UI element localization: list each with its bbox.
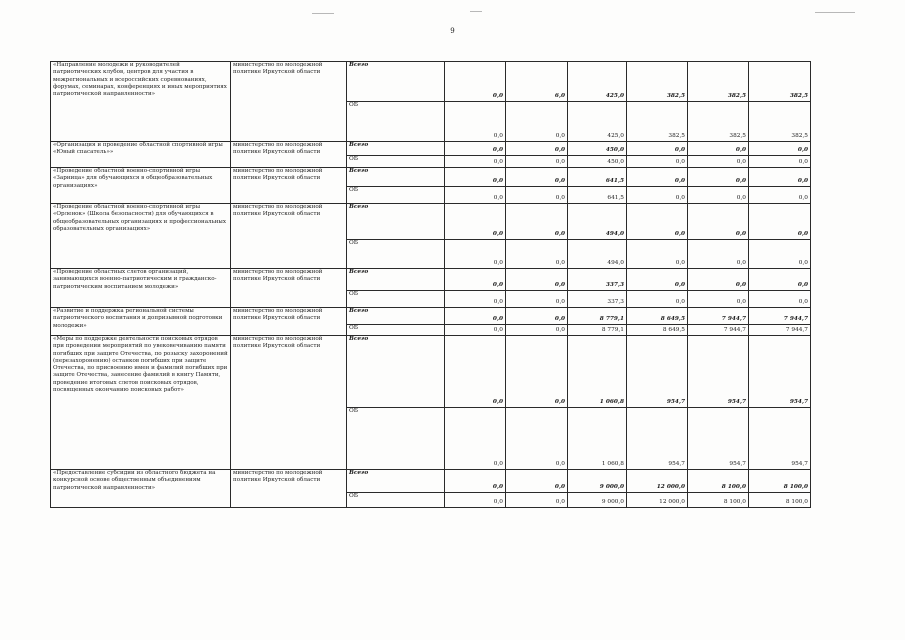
regional-value: 0,0	[688, 156, 749, 168]
funding-source-regional: ОБ	[347, 156, 445, 168]
table-row	[51, 308, 811, 325]
funding-source-regional: ОБ	[347, 102, 445, 142]
total-value: 954,7	[749, 336, 811, 408]
total-value: 0,0	[506, 204, 568, 240]
event-name: «Меры по поддержке деятельности поисковых отрядов при проведении мероприятий по увековечиванию памяти погибших при защите Отечества, по розыску захоронений (перезахоронению) останков погибших при защите Отечества, по присвоению имен и фамилий погибших при защите Отечества, занесение фамилий в книгу Памяти, проведение итоговых слетов поисковых отрядов, посвященных окончанию поисковых работ»	[51, 336, 231, 470]
regional-value: 954,7	[749, 408, 811, 470]
total-value: 0,0	[506, 269, 568, 291]
event-name: «Направление молодежи и руководителей патриотических клубов, центров для участия в межрегиональных и всероссийских соревнованиях, форумах, семинарах, конференциях и иных мероприятиях патриотической направленности»	[51, 62, 231, 142]
total-value: 0,0	[688, 204, 749, 240]
total-value: 0,0	[506, 168, 568, 187]
event-name: «Развитие и поддержка региональной системы патриотического воспитания и допризывной подготовки молодежи»	[51, 308, 231, 336]
regional-value: 0,0	[506, 240, 568, 269]
funding-source-total: Всего	[347, 308, 445, 325]
funding-source-regional: ОБ	[347, 187, 445, 204]
total-value: 382,5	[627, 62, 688, 102]
total-value: 0,0	[688, 269, 749, 291]
regional-value: 0,0	[445, 291, 506, 308]
budget-table	[50, 61, 811, 508]
table-row	[51, 470, 811, 493]
total-value: 0,0	[627, 269, 688, 291]
total-value: 0,0	[445, 470, 506, 493]
total-value: 0,0	[688, 168, 749, 187]
event-name: «Проведение областных слетов организаций, занимающихся военно-патриотическим и гражданско-патриотическим воспитанием молодежи»	[51, 269, 231, 308]
regional-value: 8 100,0	[749, 493, 811, 508]
total-value: 0,0	[506, 336, 568, 408]
total-value: 8 100,0	[749, 470, 811, 493]
total-value: 7 944,7	[688, 308, 749, 325]
total-value: 6,0	[506, 62, 568, 102]
funding-source-total: Всего	[347, 168, 445, 187]
regional-value: 425,0	[568, 102, 627, 142]
executor: министерство по молодежной политике Иркутской области	[231, 470, 347, 508]
regional-value: 0,0	[688, 240, 749, 269]
funding-source-total: Всего	[347, 204, 445, 240]
executor: министерство по молодежной политике Иркутской области	[231, 308, 347, 336]
scan-mark	[312, 13, 334, 14]
total-value: 8 779,1	[568, 308, 627, 325]
scan-mark	[470, 11, 482, 12]
total-value: 382,5	[749, 62, 811, 102]
total-value: 12 000,0	[627, 470, 688, 493]
regional-value: 0,0	[627, 240, 688, 269]
total-value: 425,0	[568, 62, 627, 102]
regional-value: 12 000,0	[627, 493, 688, 508]
funding-source-regional: ОБ	[347, 493, 445, 508]
regional-value: 8 100,0	[688, 493, 749, 508]
regional-value: 0,0	[445, 408, 506, 470]
total-value: 0,0	[445, 269, 506, 291]
funding-source-regional: ОБ	[347, 325, 445, 336]
regional-value: 0,0	[506, 291, 568, 308]
event-name: «Предоставление субсидии из областного бюджета на конкурсной основе общественным объединениям патриотической направленности»	[51, 470, 231, 508]
total-value: 0,0	[506, 142, 568, 156]
regional-value: 9 000,0	[568, 493, 627, 508]
total-value: 0,0	[749, 142, 811, 156]
regional-value: 0,0	[506, 156, 568, 168]
regional-value: 0,0	[749, 156, 811, 168]
total-value: 0,0	[506, 308, 568, 325]
regional-value: 382,5	[688, 102, 749, 142]
executor: министерство по молодежной политике Иркутской области	[231, 204, 347, 269]
executor: министерство по молодежной политике Иркутской области	[231, 269, 347, 308]
regional-value: 0,0	[506, 102, 568, 142]
total-value: 8 100,0	[688, 470, 749, 493]
regional-value: 382,5	[749, 102, 811, 142]
regional-value: 0,0	[627, 291, 688, 308]
total-value: 0,0	[445, 308, 506, 325]
regional-value: 0,0	[749, 291, 811, 308]
scan-mark	[815, 12, 855, 13]
regional-value: 0,0	[749, 240, 811, 269]
regional-value: 7 944,7	[749, 325, 811, 336]
regional-value: 0,0	[506, 493, 568, 508]
regional-value: 450,0	[568, 156, 627, 168]
regional-value: 8 779,1	[568, 325, 627, 336]
regional-value: 382,5	[627, 102, 688, 142]
total-value: 0,0	[627, 204, 688, 240]
total-value: 0,0	[627, 142, 688, 156]
table-row	[51, 204, 811, 240]
regional-value: 0,0	[688, 187, 749, 204]
total-value: 0,0	[445, 62, 506, 102]
total-value: 954,7	[627, 336, 688, 408]
executor: министерство по молодежной политике Иркутской области	[231, 62, 347, 142]
total-value: 0,0	[749, 269, 811, 291]
regional-value: 0,0	[445, 493, 506, 508]
table-row	[51, 62, 811, 102]
table-row	[51, 269, 811, 291]
regional-value: 0,0	[445, 102, 506, 142]
event-name: «Проведение областной военно-спортивной игры «Орленок» (Школа безопасности) для обучающихся в общеобразовательных организациях и профессиональных образовательных организациях»	[51, 204, 231, 269]
total-value: 0,0	[445, 336, 506, 408]
table-row	[51, 336, 811, 408]
regional-value: 0,0	[506, 408, 568, 470]
regional-value: 0,0	[445, 325, 506, 336]
funding-source-regional: ОБ	[347, 408, 445, 470]
table-row	[51, 168, 811, 187]
regional-value: 0,0	[688, 291, 749, 308]
regional-value: 337,3	[568, 291, 627, 308]
regional-value: 954,7	[627, 408, 688, 470]
event-name: «Проведение областной военно-спортивной игры «Зарница» для обучающихся в общеобразовательных организациях»	[51, 168, 231, 204]
total-value: 1 060,8	[568, 336, 627, 408]
regional-value: 0,0	[445, 240, 506, 269]
total-value: 8 649,5	[627, 308, 688, 325]
regional-value: 0,0	[749, 187, 811, 204]
total-value: 450,0	[568, 142, 627, 156]
regional-value: 0,0	[627, 156, 688, 168]
regional-value: 8 649,5	[627, 325, 688, 336]
executor: министерство по молодежной политике Иркутской области	[231, 168, 347, 204]
total-value: 0,0	[627, 168, 688, 187]
regional-value: 0,0	[627, 187, 688, 204]
executor: министерство по молодежной политике Иркутской области	[231, 336, 347, 470]
regional-value: 0,0	[506, 325, 568, 336]
regional-value: 1 060,8	[568, 408, 627, 470]
executor: министерство по молодежной политике Иркутской области	[231, 142, 347, 168]
funding-source-total: Всего	[347, 336, 445, 408]
regional-value: 954,7	[688, 408, 749, 470]
regional-value: 0,0	[506, 187, 568, 204]
funding-source-regional: ОБ	[347, 240, 445, 269]
total-value: 0,0	[506, 470, 568, 493]
total-value: 7 944,7	[749, 308, 811, 325]
regional-value: 0,0	[445, 156, 506, 168]
total-value: 0,0	[688, 142, 749, 156]
regional-value: 641,5	[568, 187, 627, 204]
page-number: 9	[450, 27, 455, 35]
regional-value: 7 944,7	[688, 325, 749, 336]
funding-source-total: Всего	[347, 142, 445, 156]
funding-source-total: Всего	[347, 62, 445, 102]
funding-source-regional: ОБ	[347, 291, 445, 308]
total-value: 9 000,0	[568, 470, 627, 493]
total-value: 954,7	[688, 336, 749, 408]
total-value: 337,3	[568, 269, 627, 291]
funding-source-total: Всего	[347, 470, 445, 493]
total-value: 382,5	[688, 62, 749, 102]
total-value: 0,0	[749, 168, 811, 187]
total-value: 0,0	[445, 204, 506, 240]
total-value: 0,0	[749, 204, 811, 240]
event-name: «Организация и проведение областной спортивной игры «Юный спасатель»»	[51, 142, 231, 168]
total-value: 0,0	[445, 168, 506, 187]
regional-value: 0,0	[445, 187, 506, 204]
table-row	[51, 142, 811, 156]
funding-source-total: Всего	[347, 269, 445, 291]
regional-value: 494,0	[568, 240, 627, 269]
total-value: 641,5	[568, 168, 627, 187]
total-value: 0,0	[445, 142, 506, 156]
total-value: 494,0	[568, 204, 627, 240]
